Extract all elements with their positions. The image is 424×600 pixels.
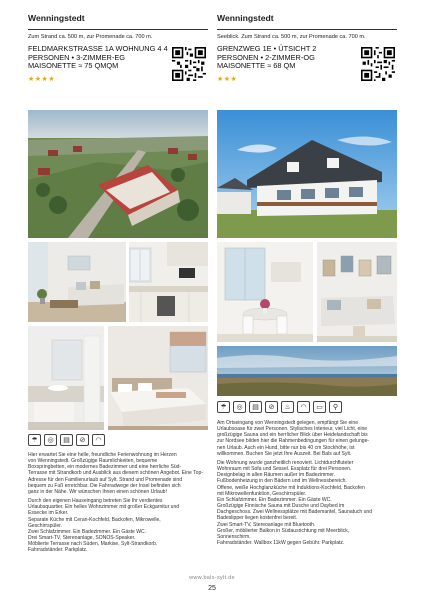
right-seaview-photo [217,346,397,396]
text-line: Urlaubsquartier. Ein helles Wohnzimmer mit großer Eckgarnitur und [28,504,180,511]
text-line: mit Mikrowellenfunktion, Geschirrspüler. [217,490,307,497]
text-line: Designbelag in allen Räumen außer im Badezimmer. [217,472,336,479]
text-line: von Wenningstedt. Großzügige Raumlichkeiten, bequeme [28,458,158,465]
text-line: Urlaubsoase für zwei Personen. Stylisches Interieur, viel Licht, eine [217,426,368,433]
text-line: Badeslipper liegen kostenfrei bereit. [217,515,298,522]
dishwasher-icon: ▤ [60,434,73,446]
text-line: Zwei Schlafzimmer. Ein Badezimmer. Ein Gäste WC. [28,528,147,535]
text-line: nen Urlaub. Auch ein Hund, bitte nur bis 40 cm Stockhöhe, ist [217,444,355,451]
text-line: Adresse für den Familienurlaub auf Sylt. Strand und Promenade sind [28,476,183,483]
right-amenity-icons [217,401,342,413]
text-line: Ein Schlafzimmer. Ein Badezimmer. Ein Gäste WC. [217,496,332,503]
text-line: Dachgeschoss. Zwei Wellnessplätze mit Bademantel, Saunatuch und [217,509,373,516]
wifi-icon: ◠ [297,401,310,413]
text-line: Terrasse mit Strandkorb und Ausblick aus diesem schönen Angebot. Eine Top- [28,470,203,477]
right-address-line: GRENZWEG 1E • ÜTSICHT [217,44,311,53]
left-kitchen-photo [129,242,208,322]
right-address [217,45,357,71]
no-smoking-icon: ⊘ [76,434,89,446]
text-line: Sonnenschirm. [217,533,251,540]
left-address-line: 4 PERSONEN • 3-ZIMMER-EG [28,44,168,62]
right-address-line: MAISONETTE ≈ 68 QM [217,61,296,71]
no-smoking-icon: ⊘ [265,401,278,413]
left-star-rating: ★★★★ [28,75,56,83]
left-divider [28,29,208,30]
text-line: Die Wohnung wurde ganzheitlich renoviert. Lichtdurchfluteter [217,459,354,466]
terrace-icon: ☂ [217,401,230,413]
text-line: Hier erwartet Sie eine helle, freundliche Ferienwohnung im Herzen [28,452,177,458]
right-dining-photo [217,242,313,342]
left-address-line: MAISONETTE ≈ 75 QMQM [28,61,119,71]
left-description [28,452,212,557]
text-line: großzügige Sauna und ein herrlicher Blick über Heidelandschaft bis [217,432,368,439]
text-line: Am Ortseingang von Wenningstedt gelegen, empfängt Sie eine [217,420,359,426]
terrace-icon: ☂ [28,434,41,446]
text-line: Fußbodenheizung in den Bädern und im Wellnessbereich. [217,478,347,485]
text-line: Drei Smart-TV, Stereoanlage, SONOS-Speaker. [28,535,136,542]
right-address-line: 2 PERSONEN • 2-ZIMMER-OG [217,44,317,62]
left-location-title: Wenningstedt [28,13,85,23]
right-divider [217,29,397,30]
left-bedroom-photo [108,326,208,430]
right-star-rating: ★★★ [217,75,238,83]
text-line: Fahrradständer. Wallbox 11kW gegen Gebühr. Parkplatz. [217,539,345,546]
washer-icon: ◎ [233,401,246,413]
wifi-icon: ◠ [92,434,105,446]
right-house-photo [217,110,397,238]
text-line: Boxspringbetten, ein modernes Badezimmer und eine herrliche Süd- [28,464,182,471]
right-address-block [217,45,397,91]
left-address [28,45,168,71]
left-description-intro [28,452,212,495]
text-line: Fahrradständer. Parkplatz. [28,547,88,554]
text-line: Separate Küche mit Ceran-Kochfeld, Backofen, Mikrowelle, [28,516,161,523]
text-line: Offene, weiße Hochglanzküche mit Induktions-Kochfeld, Backofen [217,484,365,491]
left-distance-info: Zum Strand ca. 500 m, zur Promenade ca. 700 m. [28,34,153,40]
dishwasher-icon: ▤ [249,401,262,413]
right-description [217,420,403,549]
left-qr-code[interactable] [172,47,206,81]
left-address-block [28,45,208,91]
right-description-details [217,460,403,546]
text-line: willkommen. Buchen Sie jetzt Ihre Auszeit. Bei Bals auf Sylt. [217,450,352,457]
left-aerial-photo [28,110,208,238]
text-line: Wohnraum mit Sofa und Sessel. Essplatz für drei Personen. [217,466,352,473]
text-line: ganz in der Nähe. Wir wünschen Ihnen einen schönen Urlaub! [28,488,167,495]
washer-icon: ◎ [44,434,57,446]
text-line: bequem zu Fuß erreichbar. Die Fahrradwege der Insel befinden sich [28,482,181,489]
right-listing-header [217,12,397,91]
right-distance-info: Seeblick. Zum Strand ca. 500 m, zur Promenade ca. 700 m. [217,34,366,40]
sauna-icon: ♨ [281,401,294,413]
right-sofa-photo [317,242,397,342]
text-line: Durch den eigenen Hauseingang betreten Sie Ihr verdientes [28,498,163,505]
right-location-title: Wenningstedt [217,13,274,23]
left-amenity-icons [28,434,105,446]
left-bathroom-photo [28,326,104,430]
right-description-intro [217,420,403,457]
left-address-line: WOHNUNG 4 [115,44,162,53]
text-line: Essecke im Erker. [28,510,69,517]
left-listing-header [28,12,208,91]
text-line: zur Nordsee bilden hier die Rahmenbedingungen für einen gelunge- [217,438,370,445]
left-livingroom-photo [28,242,126,322]
tv-icon: ▭ [313,401,326,413]
left-address-line: FELDMARKSTRASSE 1A [28,44,114,53]
text-line: Geschirrspüler. [28,522,62,529]
footer-website-link[interactable]: www.bals-sylt.de [189,575,235,581]
text-line: Möblierte Terrasse nach Süden, Markise, Sylt-Strandkorb. [28,541,158,548]
right-qr-code[interactable] [361,47,395,81]
bike-icon: ⚲ [329,401,342,413]
text-line: Großzügige Finnische Sauna mit Dusche und Daybed im [217,503,345,510]
left-description-details [28,498,212,553]
page-number: 25 [208,585,216,592]
text-line: Zwei Smart-TV, Stereoanlage mit Bluetooth. [217,521,316,528]
text-line: Großer, möblierter Balkon in Südausrichtung mit Meerblick, [217,527,350,534]
